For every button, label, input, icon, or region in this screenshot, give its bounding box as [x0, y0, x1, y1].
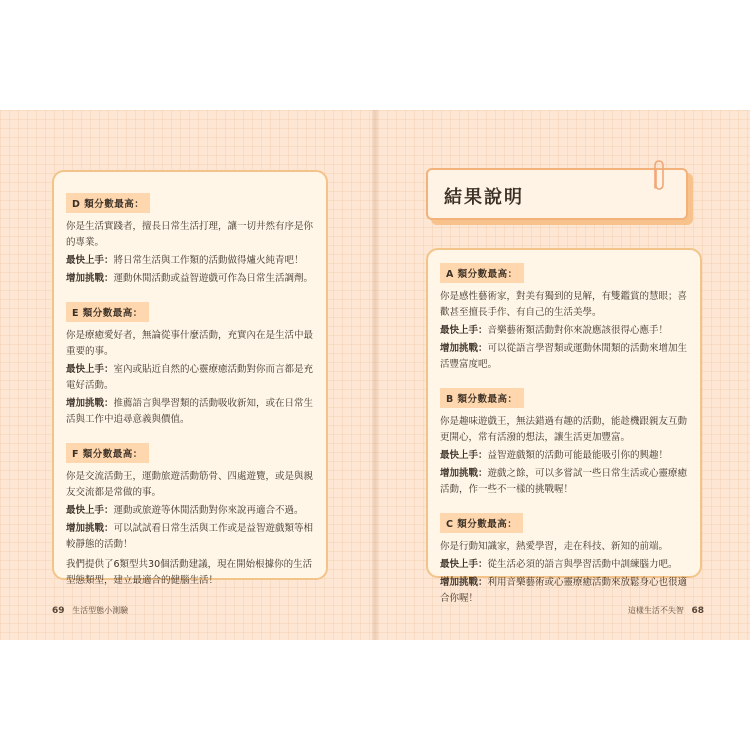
running-title: 生活型態小測驗 — [72, 606, 129, 615]
page-number: 68 — [691, 606, 704, 616]
challenge-label: 增加挑戰： — [440, 468, 488, 479]
challenge-line — [440, 341, 688, 373]
challenge-line — [66, 396, 314, 428]
challenge-text: 推薦語言與學習類的活動吸收新知，或在日常生活與工作中追尋意義與價值。 — [66, 398, 314, 425]
challenge-label: 增加挑戰： — [66, 273, 114, 284]
best-line — [66, 362, 314, 394]
best-line — [66, 253, 314, 269]
best-label: 最快上手： — [66, 505, 114, 516]
best-line — [66, 503, 314, 519]
section-tag: C 類分數最高： — [440, 513, 523, 533]
best-line — [440, 323, 688, 339]
section-intro: 你是趣味遊戲王，無法錯過有趣的活動，能趁機跟親友互動更開心，常有活潑的想法，讓生活更加豐富。 — [440, 416, 688, 443]
left-results-card — [52, 170, 328, 586]
challenge-line — [66, 271, 314, 287]
section-intro: 你是交流活動王，運動旅遊活動筋骨、四處遊覽，或是與親友交流都是常做的事。 — [66, 471, 314, 498]
closing-paragraph: 我們提供了6類型共30個活動建議，現在開始根據你的生活型態類型，建立最適合的健腦生活！ — [66, 559, 313, 586]
best-text: 室內或貼近自然的心靈療癒活動對你而言都是充電好活動。 — [66, 364, 314, 391]
page-title: 結果說明 — [444, 187, 524, 208]
challenge-line — [440, 575, 688, 607]
running-title: 這樣生活不失智 — [627, 606, 684, 615]
challenge-label: 增加挑戰： — [440, 577, 488, 588]
challenge-line — [66, 521, 314, 553]
section-intro: 你是感性藝術家，對美有獨到的見解，有雙鑑賞的慧眼；喜歡甚至擅長手作、有自己的生活美學。 — [440, 291, 688, 318]
result-section-e — [66, 301, 314, 428]
best-text: 益智遊戲類的活動可能最能吸引你的興趣！ — [487, 450, 669, 461]
best-line — [440, 557, 688, 573]
challenge-label: 增加挑戰： — [66, 398, 114, 409]
section-tag: A 類分數最高： — [440, 263, 524, 283]
left-page-footer — [52, 605, 128, 616]
result-section-b — [440, 387, 688, 498]
results-title-box — [426, 168, 688, 220]
result-section-a — [440, 262, 688, 373]
section-tag: F 類分數最高： — [66, 443, 149, 463]
section-tag: B 類分數最高： — [440, 388, 524, 408]
challenge-text: 利用音樂藝術或心靈療癒活動來放鬆身心也很適合你喔！ — [440, 577, 688, 604]
best-line — [440, 448, 688, 464]
result-section-d — [66, 192, 314, 287]
right-results-card — [426, 248, 702, 604]
best-label: 最快上手： — [66, 364, 114, 375]
page-number: 69 — [52, 606, 65, 616]
challenge-label: 增加挑戰： — [440, 343, 488, 354]
best-text: 音樂藝術類活動對你來說應該很得心應手！ — [487, 325, 669, 336]
challenge-text: 可以從語言學習類或運動休閒類的活動來增加生活豐富度吧。 — [440, 343, 688, 370]
challenge-label: 增加挑戰： — [66, 523, 114, 534]
challenge-text: 遊戲之餘，可以多嘗試一些日常生活或心靈療癒活動，作一些不一樣的挑戰喔！ — [440, 468, 688, 495]
best-label: 最快上手： — [66, 255, 114, 266]
section-intro: 你是生活實踐者，擅長日常生活打理，讓一切井然有序是你的專業。 — [66, 221, 314, 248]
challenge-line — [440, 466, 688, 498]
best-text: 將日常生活與工作類的活動做得爐火純青吧！ — [113, 255, 304, 266]
result-section-f — [66, 442, 314, 589]
section-intro: 你是療癒愛好者，無論從事什麼活動，充實內在是生活中最重要的事。 — [66, 330, 314, 357]
page-gutter — [372, 110, 378, 640]
challenge-text: 運動休閒活動或益智遊戲可作為日常生活調劑。 — [113, 273, 314, 284]
best-text: 運動或旅遊等休閒活動對你來說再適合不過。 — [113, 505, 304, 516]
right-page-footer — [628, 605, 704, 616]
section-tag: D 類分數最高： — [66, 193, 150, 213]
best-label: 最快上手： — [440, 325, 488, 336]
section-intro: 你是行動知識家，熱愛學習，走在科技、新知的前端。 — [440, 541, 669, 552]
challenge-text: 可以試試看日常生活與工作或是益智遊戲類等相較靜態的活動！ — [66, 523, 314, 550]
section-tag: E 類分數最高： — [66, 302, 149, 322]
best-text: 從生活必須的語言與學習活動中訓練腦力吧。 — [487, 559, 678, 570]
best-label: 最快上手： — [440, 559, 488, 570]
best-label: 最快上手： — [440, 450, 488, 461]
result-section-c — [440, 512, 688, 607]
paperclip-icon — [650, 158, 668, 194]
